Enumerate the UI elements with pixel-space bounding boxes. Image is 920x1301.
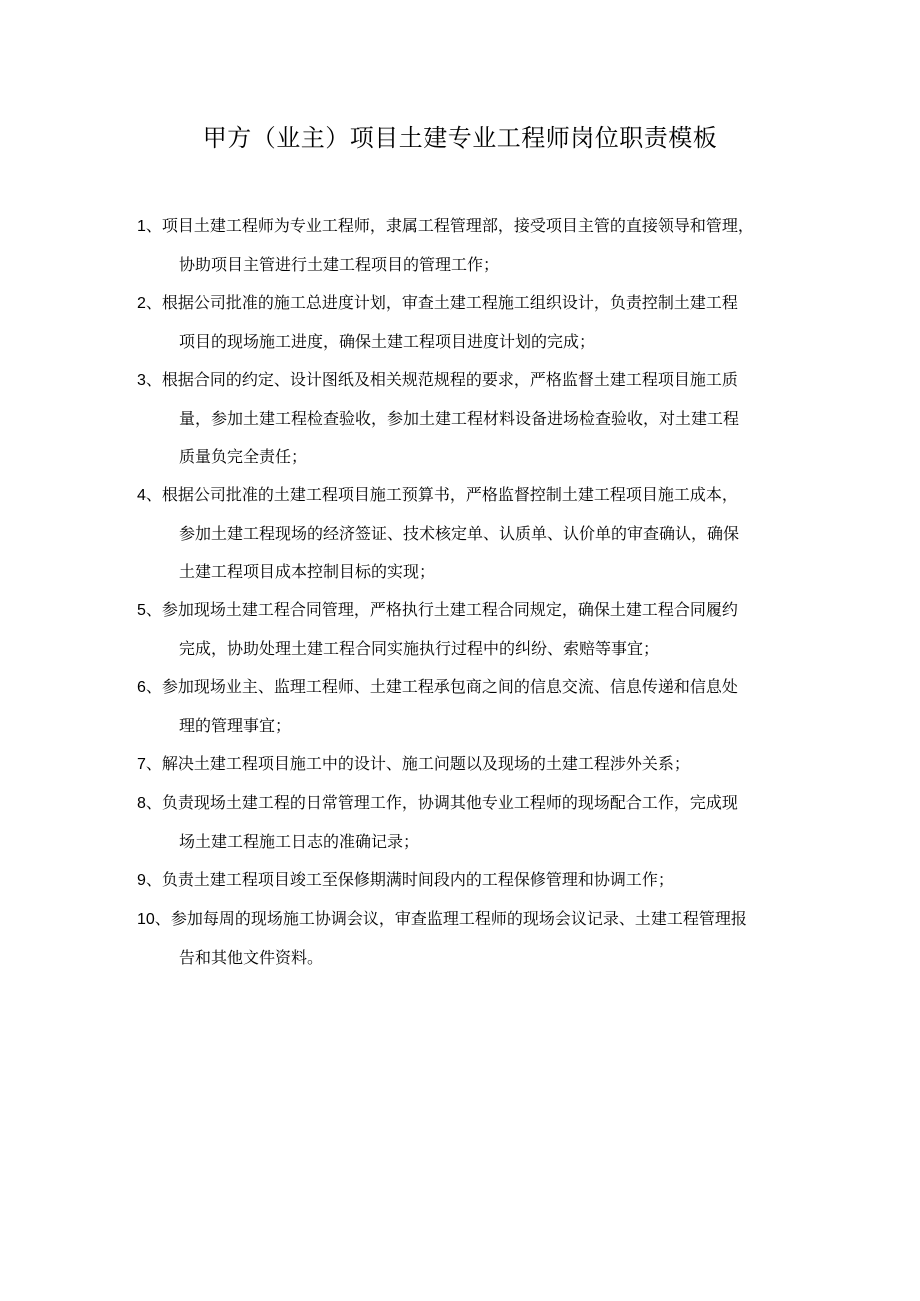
duty-item-3: [0, 361, 797, 476]
duty-item-3-text-1: 根据合同的约定、设计图纸及相关规范规程的要求，严格监督土建工程项目施工质: [161, 370, 738, 389]
duty-item-10-text-1: 参加每周的现场施工协调会议，审查监理工程师的现场会议记录、土建工程管理报: [170, 909, 747, 928]
duty-list: [0, 207, 920, 977]
duty-item-9-text-1: 负责土建工程项目竣工至保修期满时间段内的工程保修管理和协调工作；: [161, 870, 674, 889]
duty-item-8-number: 8、: [137, 795, 162, 812]
duty-item-1-text-1: 项目土建工程师为专业工程师，隶属工程管理部，接受项目主管的直接领导和管理，: [161, 216, 754, 235]
duty-item-9-line-1: [137, 861, 797, 900]
duty-item-10-line-1: [137, 900, 797, 939]
duty-item-7-text-1: 解决土建工程项目施工中的设计、施工问题以及现场的土建工程涉外关系；: [161, 754, 690, 773]
duty-item-2-number: 2、: [137, 295, 162, 312]
duty-item-8-text-1: 负责现场土建工程的日常管理工作，协调其他专业工程师的现场配合工作，完成现: [161, 793, 738, 812]
duty-item-6-line-1: [137, 668, 797, 707]
duty-item-5: [0, 591, 797, 668]
duty-item-4: [0, 476, 797, 591]
duty-item-4-text-1: 根据公司批准的土建工程项目施工预算书，严格监督控制土建工程项目施工成本，: [161, 485, 738, 504]
duty-item-5-line-1: [137, 591, 797, 630]
document-title: 甲方（业主）项目土建专业工程师岗位职责模板: [202, 124, 718, 152]
duty-item-6-number: 6、: [137, 679, 162, 696]
duty-item-2-line-1: [137, 284, 797, 323]
duty-item-4-line-1: [137, 476, 797, 515]
duty-item-8-line-1: [137, 784, 797, 823]
duty-item-4-line-2: 参加土建工程现场的经济签证、技术核定单、认质单、认价单的审查确认，确保: [179, 524, 740, 543]
duty-item-3-line-1: [137, 361, 797, 400]
duty-item-7-line-1: [137, 745, 797, 784]
duty-item-6-text-1: 参加现场业主、监理工程师、土建工程承包商之间的信息交流、信息传递和信息处: [161, 677, 738, 696]
duty-item-1-line-1: [137, 207, 797, 246]
duty-item-3-line-2: 量，参加土建工程检查验收，参加土建工程材料设备进场检查验收，对土建工程: [179, 409, 740, 428]
duty-item-7: [0, 745, 797, 784]
duty-item-10: [0, 900, 797, 977]
duty-item-3-number: 3、: [137, 372, 162, 389]
duty-item-6-line-2: 理的管理事宜；: [179, 716, 292, 735]
duty-item-7-number: 7、: [137, 756, 162, 773]
duty-item-10-number: 10、: [137, 911, 171, 928]
duty-item-4-line-3: 土建工程项目成本控制目标的实现；: [179, 562, 436, 581]
duty-item-1-number: 1、: [137, 218, 162, 235]
duty-item-3-line-3: 质量负完全责任；: [179, 447, 308, 466]
duty-item-8: [0, 784, 797, 861]
duty-item-2-text-1: 根据公司批准的施工总进度计划，审查土建工程施工组织设计，负责控制土建工程: [161, 293, 738, 312]
duty-item-1-line-2: 协助项目主管进行土建工程项目的管理工作；: [179, 255, 500, 274]
duty-item-5-line-2: 完成，协助处理土建工程合同实施执行过程中的纠纷、索赔等事宜；: [179, 639, 660, 658]
duty-item-9: [0, 861, 797, 900]
duty-item-5-number: 5、: [137, 602, 162, 619]
duty-item-8-line-2: 场土建工程施工日志的准确记录；: [179, 832, 420, 851]
duty-item-6: [0, 668, 797, 745]
duty-item-2-line-2: 项目的现场施工进度，确保土建工程项目进度计划的完成；: [179, 332, 596, 351]
duty-item-1: [0, 207, 797, 284]
duty-item-10-line-2: 告和其他文件资料。: [179, 948, 324, 967]
duty-item-9-number: 9、: [137, 872, 162, 889]
duty-item-5-text-1: 参加现场土建工程合同管理，严格执行土建工程合同规定，确保土建工程合同履约: [161, 600, 738, 619]
duty-item-2: [0, 284, 797, 361]
duty-item-4-number: 4、: [137, 487, 162, 504]
